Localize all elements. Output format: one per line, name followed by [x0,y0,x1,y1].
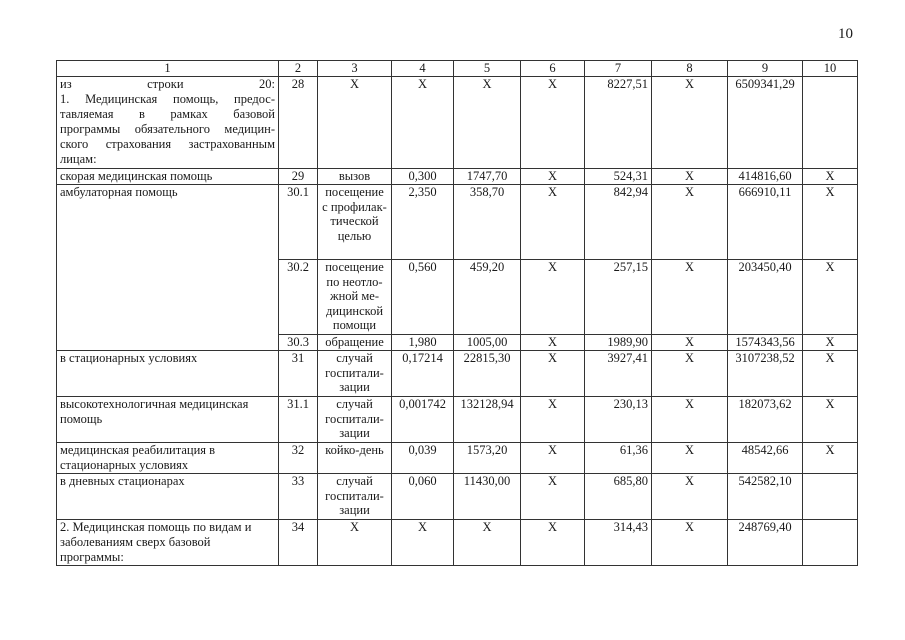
table-row [57,474,858,520]
row-name: высокотехнологичная медицинская помощь [57,397,279,443]
col-header-6: 6 [521,61,585,77]
row-code: 31 [279,351,318,397]
cell-col9: 248769,40 [728,520,803,566]
cell-col7: 685,80 [585,474,652,520]
cell-col8: Х [652,520,728,566]
row-name: скорая медицинская помощь [57,169,279,185]
header-row [57,61,858,77]
cell-col10: Х [803,335,858,351]
cell-col5: 1573,20 [454,443,521,474]
table-row [57,169,858,185]
cell-col6: Х [521,169,585,185]
row-code: 33 [279,474,318,520]
page-number: 10 [838,26,853,42]
cell-col9: 1574343,56 [728,335,803,351]
col-header-4: 4 [392,61,454,77]
col-header-10: 10 [803,61,858,77]
cell-col8: Х [652,185,728,260]
table-row [57,443,858,474]
row-name: 2. Медицинская помощь по видам и заболеваниям сверх базовой программы: [57,520,279,566]
cell-col10: Х [803,443,858,474]
cell-col4: 0,039 [392,443,454,474]
cell-col7: 842,94 [585,185,652,260]
cell-col10: Х [803,185,858,260]
cell-unit: Х [318,520,392,566]
row-code: 30.2 [279,260,318,335]
cell-col7: 61,36 [585,443,652,474]
row-name [57,77,279,169]
cell-col5: 358,70 [454,185,521,260]
row-name-line: программы обязательного медицин- [60,122,275,136]
row-code: 30.3 [279,335,318,351]
cell-col7: 314,43 [585,520,652,566]
cell-col9: 48542,66 [728,443,803,474]
cell-unit: вызов [318,169,392,185]
cell-col10: Х [803,260,858,335]
row-name-line: 1. Медицинская помощь, предос- [60,92,275,106]
cell-col6: Х [521,335,585,351]
cell-col5: Х [454,520,521,566]
cell-col6: Х [521,260,585,335]
cell-col10: Х [803,397,858,443]
table-row [57,520,858,566]
cell-col9: 6509341,29 [728,77,803,169]
cell-col9: 542582,10 [728,474,803,520]
cell-col8: Х [652,474,728,520]
row-name: в стационарных условиях [57,351,279,397]
cell-col4: Х [392,520,454,566]
cell-col5: Х [454,77,521,169]
cell-col6: Х [521,77,585,169]
row-name-line: ского страхования застрахованным [60,137,275,151]
cell-col7: 257,15 [585,260,652,335]
cell-col10: Х [803,351,858,397]
cell-col4: 0,17214 [392,351,454,397]
cell-unit: случай госпитали-зации [318,474,392,520]
cell-col5: 132128,94 [454,397,521,443]
row-code: 30.1 [279,185,318,260]
col-header-8: 8 [652,61,728,77]
cell-col6: Х [521,397,585,443]
cell-unit: посещение по неотло-жной ме-дицинской помощи [318,260,392,335]
cell-unit: посещение с профилак-тической целью [318,185,392,260]
row-code: 34 [279,520,318,566]
col-header-2: 2 [279,61,318,77]
cell-col5: 22815,30 [454,351,521,397]
cell-col10: Х [803,169,858,185]
cell-col10 [803,77,858,169]
cell-col9: 414816,60 [728,169,803,185]
cell-col10 [803,520,858,566]
cell-col10 [803,474,858,520]
row-code: 32 [279,443,318,474]
cell-col4: 0,001742 [392,397,454,443]
table-row [57,77,858,169]
cell-col4: 0,300 [392,169,454,185]
cell-col4: 2,350 [392,185,454,260]
col-header-7: 7 [585,61,652,77]
row-name: в дневных стационарах [57,474,279,520]
cell-unit: Х [318,77,392,169]
cell-col4: Х [392,77,454,169]
cell-col5: 1005,00 [454,335,521,351]
col-header-9: 9 [728,61,803,77]
table-row [57,185,858,260]
medical-care-table [56,60,858,566]
cell-col8: Х [652,169,728,185]
table-row [57,397,858,443]
cell-unit: случай госпитали-зации [318,351,392,397]
cell-col5: 11430,00 [454,474,521,520]
row-code: 29 [279,169,318,185]
row-name-line: тавляемая в рамках базовой [60,107,275,121]
cell-col6: Х [521,351,585,397]
col-header-1: 1 [57,61,279,77]
row-code: 28 [279,77,318,169]
row-name-line: лицам: [60,152,97,166]
cell-col8: Х [652,77,728,169]
cell-col6: Х [521,474,585,520]
cell-col7: 230,13 [585,397,652,443]
cell-col4: 1,980 [392,335,454,351]
cell-col4: 0,560 [392,260,454,335]
cell-unit: койко-день [318,443,392,474]
table-row [57,351,858,397]
cell-col8: Х [652,397,728,443]
cell-col6: Х [521,185,585,260]
cell-col5: 1747,70 [454,169,521,185]
cell-col6: Х [521,443,585,474]
cell-col9: 182073,62 [728,397,803,443]
cell-col5: 459,20 [454,260,521,335]
cell-col7: 8227,51 [585,77,652,169]
row-code: 31.1 [279,397,318,443]
cell-col8: Х [652,260,728,335]
col-header-5: 5 [454,61,521,77]
cell-col7: 3927,41 [585,351,652,397]
row-name: медицинская реабилитация в стационарных условиях [57,443,279,474]
cell-col8: Х [652,351,728,397]
row-name: амбулаторная помощь [57,185,279,351]
col-header-3: 3 [318,61,392,77]
cell-col7: 1989,90 [585,335,652,351]
cell-col4: 0,060 [392,474,454,520]
cell-col8: Х [652,335,728,351]
cell-col9: 666910,11 [728,185,803,260]
cell-col8: Х [652,443,728,474]
cell-col9: 3107238,52 [728,351,803,397]
cell-col7: 524,31 [585,169,652,185]
cell-col9: 203450,40 [728,260,803,335]
cell-unit: обращение [318,335,392,351]
row-name-line: из строки 20: [60,77,275,91]
cell-col6: Х [521,520,585,566]
cell-unit: случай госпитали-зации [318,397,392,443]
